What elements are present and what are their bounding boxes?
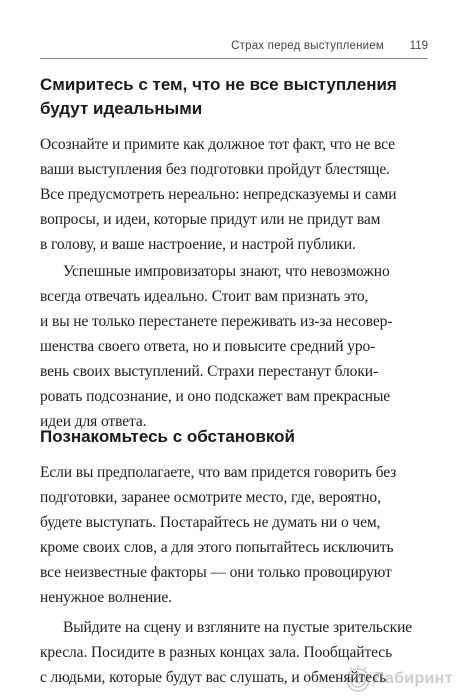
- text-line: в голову, и ваше настроение, и настрой публики.: [40, 236, 356, 253]
- text-line: подготовки, заранее осмотрите место, где, вероятно,: [40, 489, 381, 506]
- labirint-watermark: [343, 664, 461, 694]
- text-line: Успешные импровизаторы знают, что невозможно: [63, 263, 390, 280]
- text-line: будете выступать. Постарайтесь не думать ни о чем,: [40, 514, 381, 531]
- labyrinth-logo-icon: [343, 664, 373, 694]
- text-line: и вы не только перестанете переживать из-за несовер-: [40, 313, 393, 330]
- text-line: ненужное волнение.: [40, 589, 172, 606]
- text-line: все неизвестные факторы — они только провоцируют: [40, 564, 392, 581]
- watermark-text: Лабиринт: [373, 670, 453, 687]
- heading-line: Смиритесь с тем, что не все выступления: [40, 75, 397, 94]
- text-line: шенства своего ответа, но и повысите средний уро-: [40, 338, 376, 355]
- text-line: Если вы предполагаете, что вам придется говорить без: [40, 464, 397, 481]
- text-line: Осознайте и примите как должное тот факт, что не все: [40, 136, 395, 153]
- running-head-title: Страх перед выступлением: [231, 40, 384, 52]
- section-heading-accept-imperfection: [40, 73, 430, 121]
- text-line: ваши выступления без подготовки пройдут блестяще.: [40, 161, 390, 178]
- text-line: всегда отвечать идеально. Стоит вам признать это,: [40, 288, 369, 305]
- heading-line: будут идеальными: [40, 99, 203, 118]
- text-line: кроме своих слов, а для этого попытайтесь исключить: [40, 539, 394, 556]
- text-line: вопросы, и идеи, которые придут или не придут вам: [40, 211, 381, 228]
- text-line: с людьми, которые будут вас слушать, и обменяйтесь: [40, 669, 387, 686]
- text-line: ровать подсознание, и оно подскажет вам прекрасные: [40, 388, 391, 405]
- text-line: кресла. Посидите в разных концах зала. Пообщайтесь: [40, 644, 393, 661]
- page-number: 119: [409, 40, 428, 52]
- text-line: Все предусмотреть нереально: непредсказуемы и сами: [40, 186, 397, 203]
- section-heading-get-acquainted: Познакомьтесь с обстановкой: [40, 427, 296, 446]
- paragraph-venue: [40, 460, 430, 610]
- paragraph-accept: [40, 132, 430, 257]
- text-line: идеи для ответа.: [40, 413, 147, 430]
- running-head: [40, 38, 428, 59]
- text-line: Выйдите на сцену и взгляните на пустые зрительские: [63, 619, 413, 636]
- text-line: вень своих выступлений. Страхи перестанут блоки-: [40, 363, 379, 380]
- paragraph-improvisers: [40, 259, 430, 434]
